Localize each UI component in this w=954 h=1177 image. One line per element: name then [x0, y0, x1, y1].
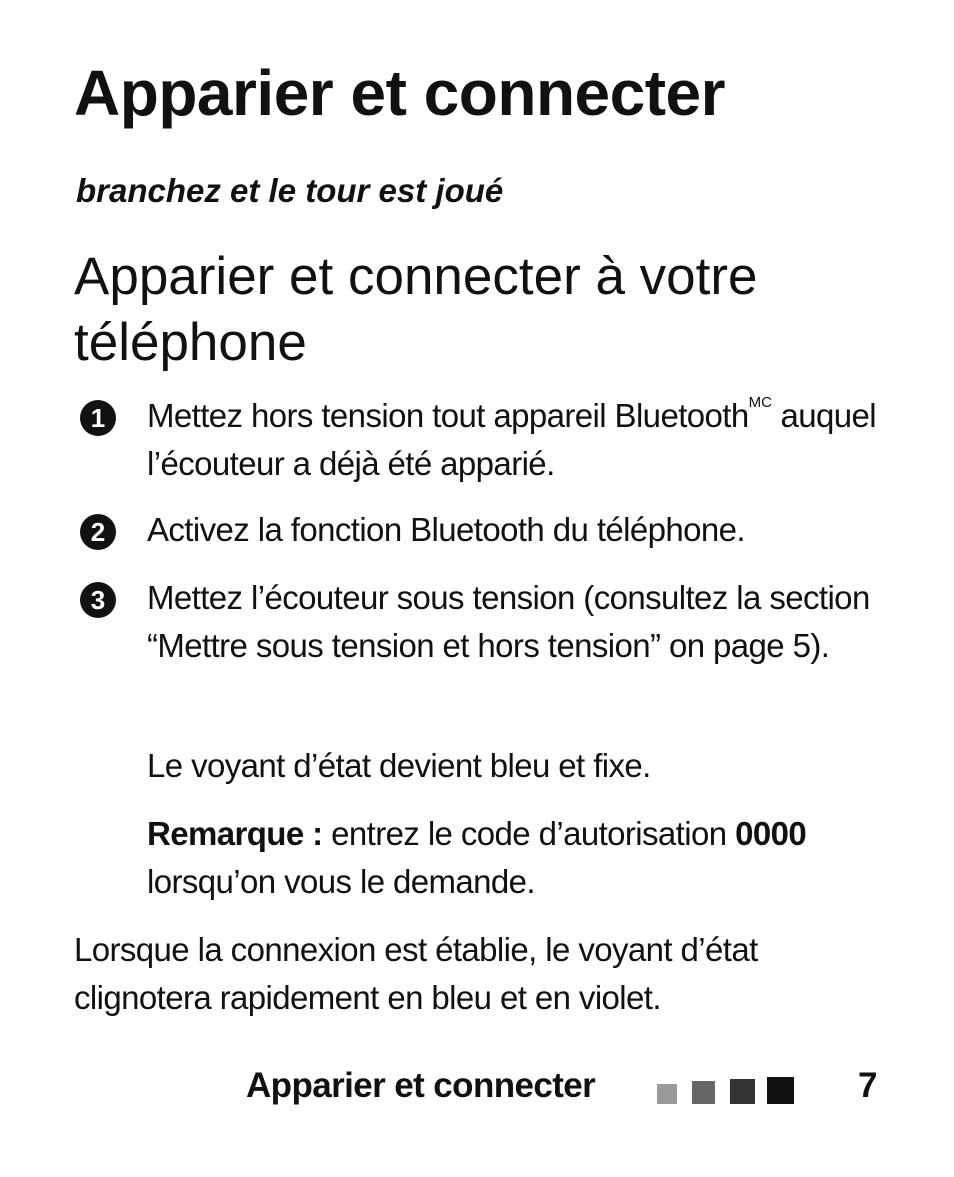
footer-square-3-icon — [730, 1079, 755, 1104]
footer-square-1-icon — [657, 1084, 677, 1104]
step-number-1-icon: 1 — [80, 400, 116, 436]
page-number: 7 — [858, 1066, 878, 1105]
page-subtitle: branchez et le tour est joué — [76, 172, 504, 209]
trademark-superscript: MC — [748, 394, 772, 411]
section-title: Apparier et connecter à votre téléphone — [74, 247, 758, 372]
status-note: Le voyant d’état devient bleu et fixe. — [147, 747, 651, 784]
step-number-3-icon: 3 — [80, 582, 116, 618]
remark-text-after: lorsqu’on vous le demande. — [147, 863, 535, 900]
authorization-code: 0000 — [735, 815, 807, 852]
remark-label: Remarque : — [147, 815, 323, 852]
remark-note — [147, 810, 887, 906]
remark-text-before: entrez le code d’autorisation — [322, 815, 736, 852]
page-title: Apparier et connecter — [74, 57, 726, 129]
footer-square-2-icon — [692, 1081, 715, 1104]
step-number-2-icon: 2 — [80, 514, 116, 550]
closing-paragraph: Lorsque la connexion est établie, le voyant d’état clignotera rapidement en bleu et en violet. — [74, 931, 758, 1016]
step-3-text: Mettez l’écouteur sous tension (consultez la section “Mettre sous tension et hors tension” on page 5). — [147, 579, 870, 664]
footer-section-label: Apparier et connecter — [246, 1066, 596, 1105]
step-1-text — [147, 392, 887, 488]
step-1-text-after: auquel l’écouteur a déjà été apparié. — [147, 397, 876, 482]
step-1-text-before: Mettez hors tension tout appareil Bluetooth — [147, 397, 749, 434]
footer-square-4-icon — [767, 1077, 794, 1104]
step-2-text: Activez la fonction Bluetooth du téléphone. — [147, 511, 745, 548]
